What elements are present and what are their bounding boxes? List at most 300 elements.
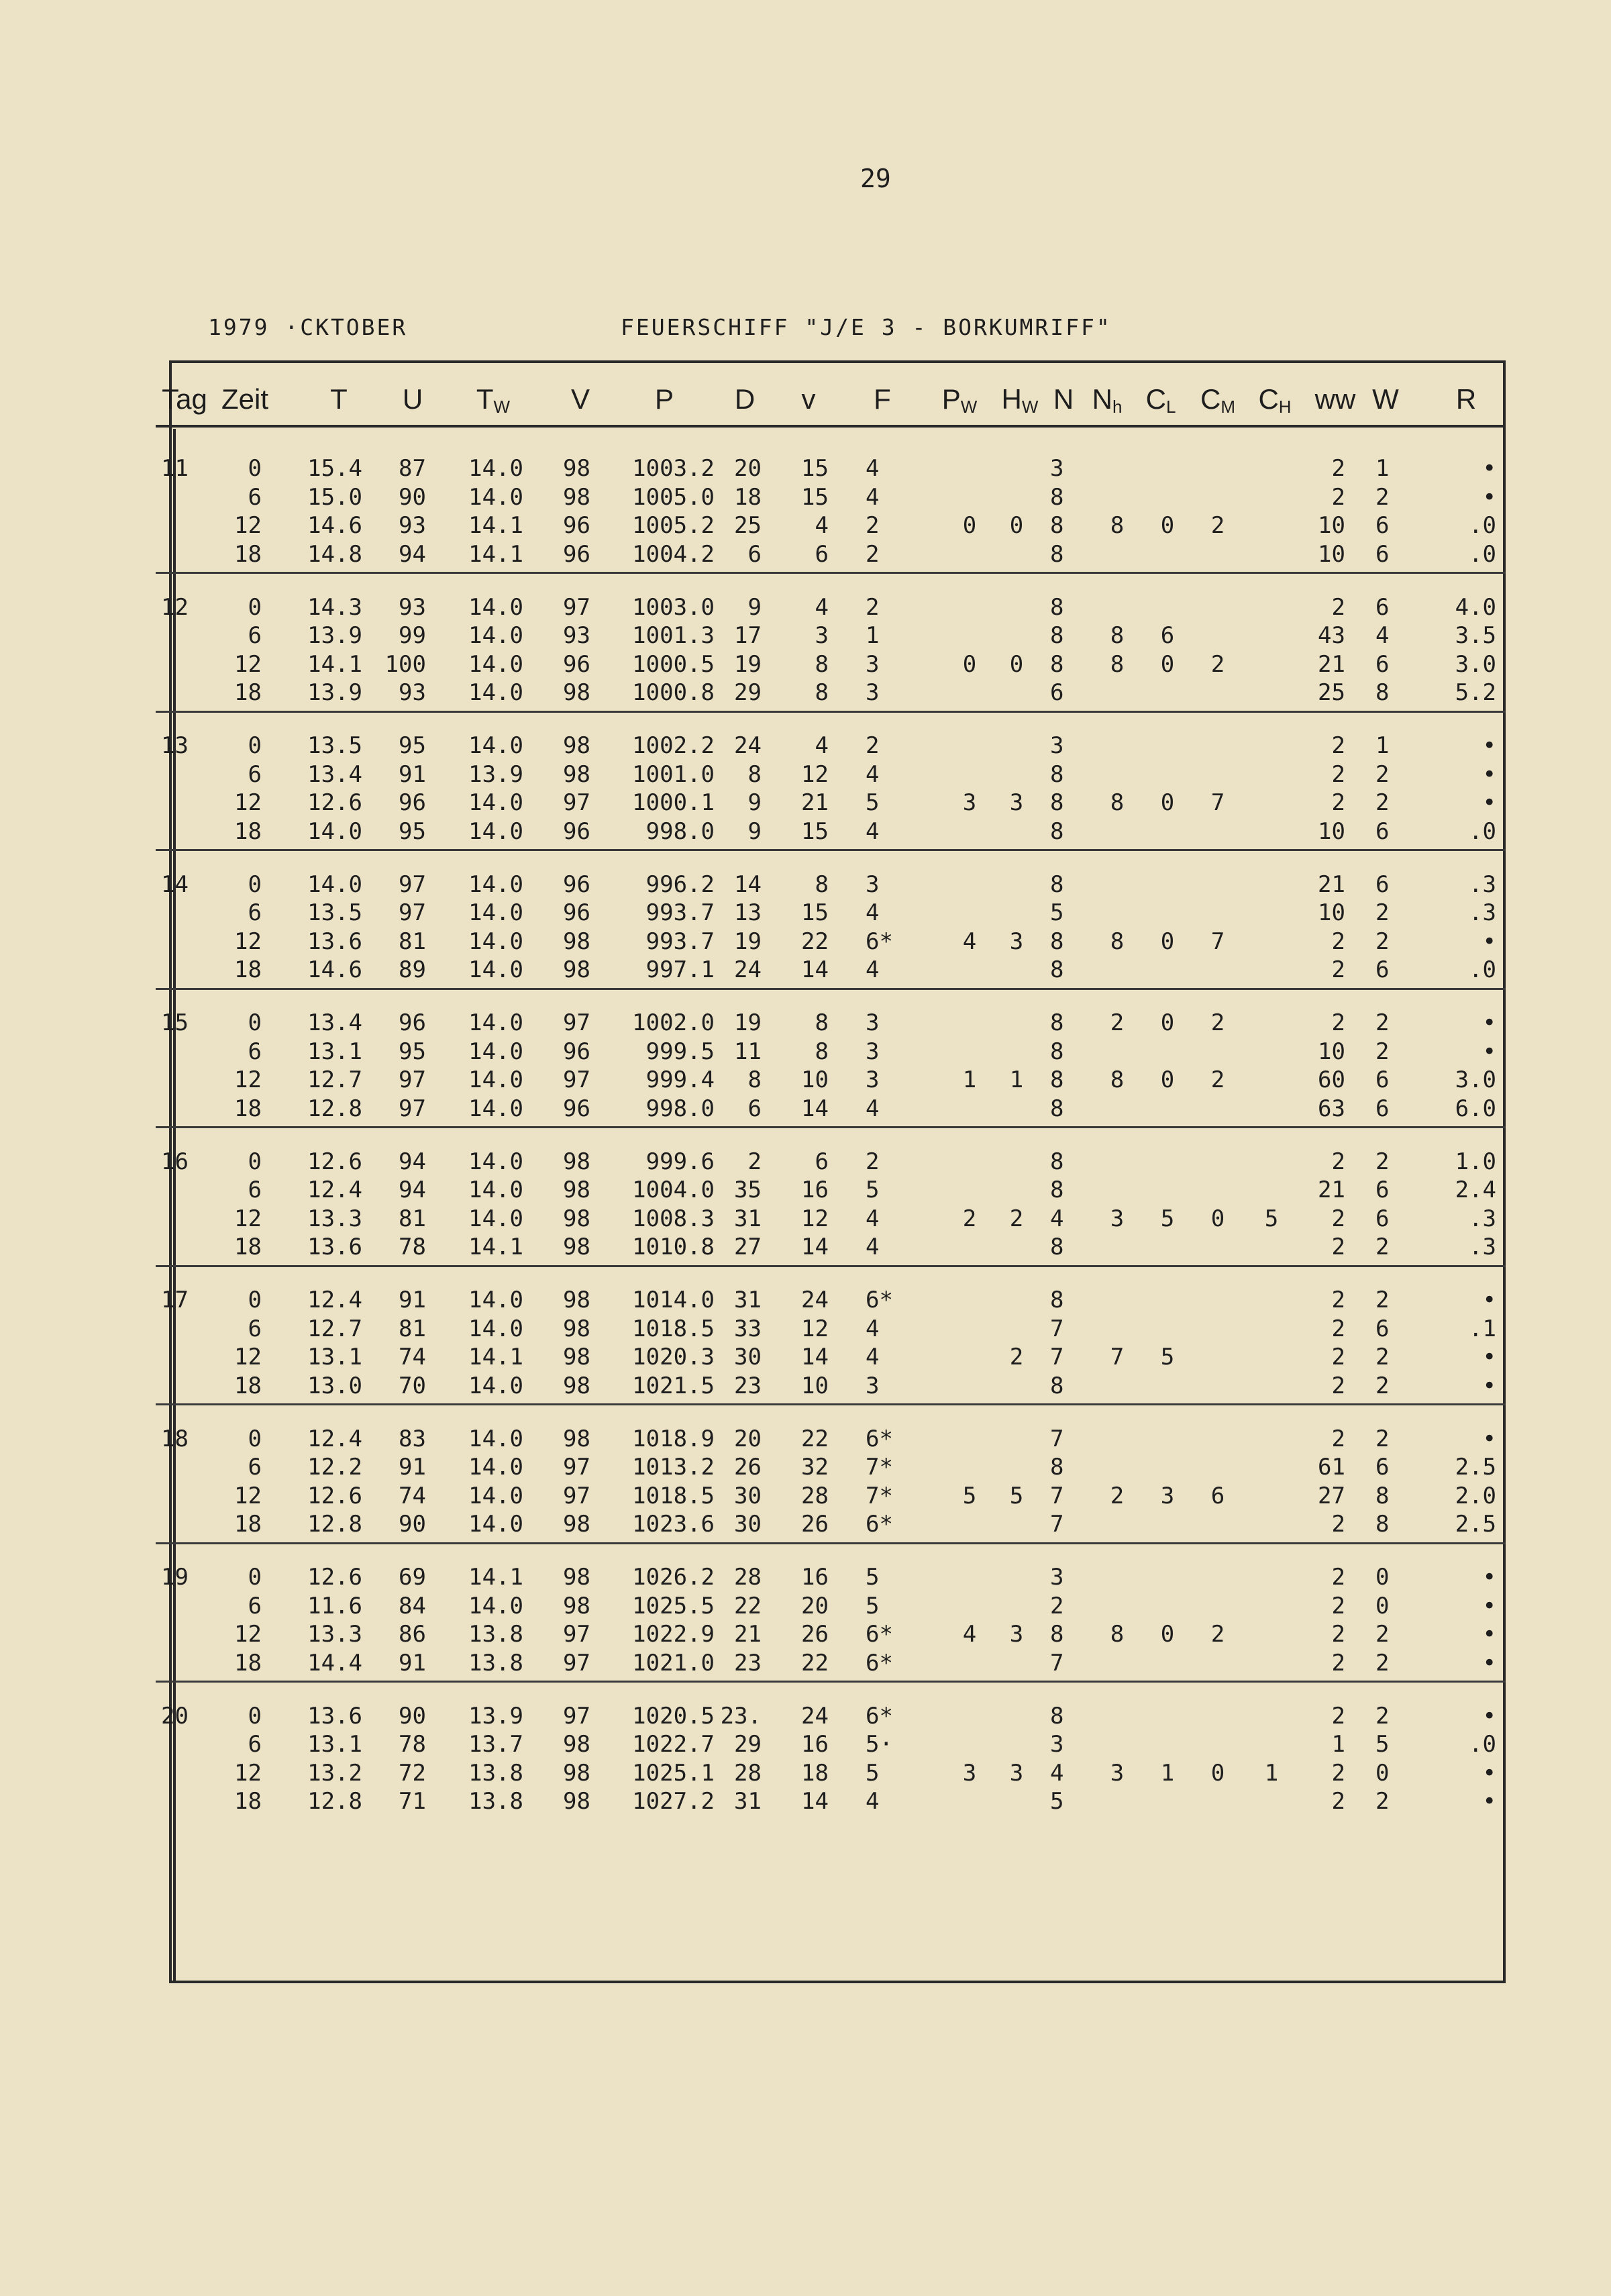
cell-v: 98: [563, 1205, 590, 1232]
cell-t: 13.1: [307, 1731, 362, 1758]
cell-t: 13.3: [307, 1621, 362, 1648]
cell-f: 6*: [866, 1702, 893, 1730]
cell-w: 2: [1375, 1234, 1390, 1260]
cell-p: 1027.2: [632, 1788, 715, 1815]
cell-ww: 2: [1331, 1148, 1345, 1175]
cell-f: 3: [866, 1038, 880, 1065]
cell-nh: 8: [1110, 1621, 1125, 1648]
block-separator: [156, 1681, 1506, 1683]
cell-u: 83: [399, 1425, 426, 1452]
cell-d: 29: [734, 679, 762, 706]
cell-u: 94: [399, 540, 426, 568]
cell-t: 12.4: [307, 1287, 362, 1313]
cell-n: 8: [1050, 1038, 1064, 1065]
cell-v: 15: [801, 455, 829, 482]
cell-n: 8: [1050, 1702, 1064, 1730]
cell-w: 2: [1375, 789, 1390, 816]
day-label: 19: [161, 1564, 189, 1591]
cell-d: 29: [734, 1731, 762, 1758]
cell-t: 12.2: [307, 1454, 362, 1481]
cell-v: 96: [563, 817, 590, 845]
cell-v: 97: [563, 1482, 590, 1509]
cell-n: 8: [1050, 1177, 1064, 1203]
cell-v: 16: [801, 1177, 829, 1203]
page-number: 29: [860, 164, 891, 193]
day-label: 16: [161, 1148, 189, 1175]
cell-zeit: 12: [234, 512, 262, 539]
cell-p: 1004.0: [632, 1177, 715, 1203]
cell-t: 14.0: [307, 870, 362, 898]
cell-p: 1010.8: [632, 1234, 715, 1260]
day-label: 14: [161, 870, 189, 898]
cell-ww: 2: [1331, 1009, 1345, 1036]
cell-d: 19: [734, 1009, 762, 1036]
cell-t: 11.6: [307, 1592, 362, 1619]
cell-u: 91: [399, 1454, 426, 1481]
cell-u: 93: [399, 512, 426, 539]
cell-u: 97: [399, 870, 426, 898]
cell-v: 96: [563, 1095, 590, 1122]
cell-cl: 3: [1160, 1482, 1175, 1509]
cell-v: 97: [563, 1009, 590, 1036]
cell-zeit: 18: [234, 1372, 262, 1399]
cell-w: 6: [1375, 1205, 1390, 1232]
cell-r: .0: [1469, 1731, 1496, 1758]
cell-r: 5.2: [1455, 679, 1496, 706]
cell-r: .0: [1469, 540, 1496, 568]
cell-ww: 2: [1331, 732, 1345, 759]
day-label: 17: [161, 1287, 189, 1313]
cell-w: 2: [1375, 1649, 1390, 1677]
cell-v: 10: [801, 1372, 829, 1399]
cell-p: 1018.5: [632, 1482, 715, 1509]
cell-p: 996.2: [645, 870, 715, 898]
cell-cl: 0: [1160, 1009, 1175, 1036]
cell-tw: 14.0: [468, 1372, 523, 1399]
cell-d: 9: [747, 789, 762, 816]
cell-tw: 13.8: [468, 1649, 523, 1677]
cell-p: 1000.1: [632, 789, 715, 816]
table-inner-left-rule: [173, 429, 176, 1982]
cell-tw: 14.0: [468, 1148, 523, 1175]
day-label: 15: [161, 1009, 189, 1036]
cell-f: 4: [866, 1205, 880, 1232]
cell-p: 1021.5: [632, 1372, 715, 1399]
cell-w: 2: [1375, 1702, 1390, 1730]
cell-f: 6*: [866, 1511, 893, 1538]
cell-ww: 2: [1331, 789, 1345, 816]
cell-f: 3: [866, 679, 880, 706]
cell-r: •: [1482, 1344, 1496, 1370]
cell-nh: 8: [1110, 1066, 1125, 1093]
cell-zeit: 18: [234, 817, 262, 845]
cell-v: 8: [815, 1038, 829, 1065]
cell-tw: 14.0: [468, 732, 523, 759]
cell-ww: 2: [1331, 1425, 1345, 1452]
cell-d: 30: [734, 1511, 762, 1538]
cell-hw: 3: [1009, 789, 1024, 816]
cell-zeit: 6: [248, 1592, 262, 1619]
cell-tw: 14.0: [468, 1454, 523, 1481]
cell-u: 86: [399, 1621, 426, 1648]
cell-zeit: 12: [234, 789, 262, 816]
cell-ww: 10: [1318, 899, 1345, 926]
cell-zeit: 0: [248, 1287, 262, 1313]
cell-f: 6*: [866, 928, 893, 955]
cell-tw: 14.0: [468, 622, 523, 649]
cell-zeit: 6: [248, 622, 262, 649]
cell-tw: 13.7: [468, 1731, 523, 1758]
cell-f: 5: [866, 1564, 880, 1591]
cell-tw: 14.1: [468, 1234, 523, 1260]
cell-n: 8: [1050, 540, 1064, 568]
cell-v: 98: [563, 1344, 590, 1370]
cell-zeit: 0: [248, 593, 262, 621]
cell-n: 8: [1050, 1454, 1064, 1481]
cell-f: 2: [866, 593, 880, 621]
cell-v: 21: [801, 789, 829, 816]
cell-v: 97: [563, 593, 590, 621]
cell-v: 14: [801, 1095, 829, 1122]
cell-n: 8: [1050, 1066, 1064, 1093]
cell-t: 12.6: [307, 1482, 362, 1509]
cell-w: 2: [1375, 1425, 1390, 1452]
cell-tw: 14.0: [468, 1038, 523, 1065]
cell-p: 1023.6: [632, 1511, 715, 1538]
cell-nh: 8: [1110, 622, 1125, 649]
cell-cm: 2: [1210, 512, 1225, 539]
cell-t: 14.6: [307, 956, 362, 983]
cell-tw: 14.0: [468, 870, 523, 898]
cell-d: 25: [734, 512, 762, 539]
cell-hw: 2: [1009, 1344, 1024, 1370]
cell-zeit: 0: [248, 1702, 262, 1730]
cell-w: 6: [1375, 650, 1390, 678]
cell-d: 23: [734, 1372, 762, 1399]
cell-tw: 14.1: [468, 512, 523, 539]
cell-r: 3.5: [1455, 622, 1496, 649]
cell-v: 12: [801, 1315, 829, 1342]
cell-f: 7*: [866, 1454, 893, 1481]
cell-ww: 10: [1318, 540, 1345, 568]
cell-zeit: 6: [248, 1315, 262, 1342]
cell-w: 6: [1375, 956, 1390, 983]
cell-zeit: 18: [234, 1234, 262, 1260]
cell-v: 98: [563, 760, 590, 788]
cell-tw: 13.8: [468, 1759, 523, 1787]
cell-u: 91: [399, 760, 426, 788]
cell-d: 24: [734, 732, 762, 759]
cell-p: 1020.5: [632, 1702, 715, 1730]
cell-u: 100: [384, 650, 426, 678]
cell-nh: 2: [1110, 1482, 1125, 1509]
cell-d: 27: [734, 1234, 762, 1260]
cell-n: 8: [1050, 512, 1064, 539]
day-label: 13: [161, 732, 189, 759]
cell-w: 0: [1375, 1759, 1390, 1787]
cell-d: 31: [734, 1788, 762, 1815]
column-header-t: T: [330, 383, 348, 415]
cell-tw: 14.0: [468, 1095, 523, 1122]
column-header-zeit: Zeit: [221, 383, 268, 415]
cell-t: 13.6: [307, 1234, 362, 1260]
cell-hw: 2: [1009, 1205, 1024, 1232]
cell-t: 13.5: [307, 899, 362, 926]
cell-f: 4: [866, 455, 880, 482]
cell-w: 6: [1375, 593, 1390, 621]
cell-v: 20: [801, 1592, 829, 1619]
cell-v: 26: [801, 1621, 829, 1648]
cell-f: 4: [866, 1095, 880, 1122]
cell-t: 14.8: [307, 540, 362, 568]
cell-t: 15.4: [307, 455, 362, 482]
cell-v: 15: [801, 899, 829, 926]
cell-d: 28: [734, 1759, 762, 1787]
cell-v: 98: [563, 1592, 590, 1619]
cell-u: 74: [399, 1482, 426, 1509]
cell-w: 2: [1375, 899, 1390, 926]
cell-t: 12.8: [307, 1511, 362, 1538]
cell-r: 6.0: [1455, 1095, 1496, 1122]
cell-n: 4: [1050, 1759, 1064, 1787]
cell-ww: 27: [1318, 1482, 1345, 1509]
cell-tw: 14.0: [468, 789, 523, 816]
cell-d: 9: [747, 817, 762, 845]
cell-u: 95: [399, 1038, 426, 1065]
cell-p: 998.0: [645, 1095, 715, 1122]
cell-zeit: 0: [248, 1564, 262, 1591]
cell-cl: 6: [1160, 622, 1175, 649]
cell-n: 8: [1050, 483, 1064, 511]
cell-d: 8: [747, 1066, 762, 1093]
cell-d: 11: [734, 1038, 762, 1065]
cell-f: 4: [866, 899, 880, 926]
cell-hw: 3: [1009, 1759, 1024, 1787]
cell-v: 96: [563, 650, 590, 678]
cell-tw: 14.0: [468, 1066, 523, 1093]
cell-tw: 14.0: [468, 1315, 523, 1342]
cell-zeit: 18: [234, 956, 262, 983]
cell-t: 12.6: [307, 1148, 362, 1175]
cell-r: •: [1482, 760, 1496, 788]
cell-r: 4.0: [1455, 593, 1496, 621]
cell-n: 3: [1050, 1564, 1064, 1591]
cell-v: 96: [563, 512, 590, 539]
cell-ww: 2: [1331, 1788, 1345, 1815]
column-header-v: v: [801, 383, 816, 415]
cell-t: 14.0: [307, 817, 362, 845]
cell-tw: 14.0: [468, 593, 523, 621]
column-header-cl: $C_L$: [1145, 383, 1176, 417]
cell-d: 19: [734, 650, 762, 678]
cell-d: 20: [734, 455, 762, 482]
cell-n: 8: [1050, 1095, 1064, 1122]
day-label: 11: [161, 455, 189, 482]
block-separator: [156, 572, 1506, 574]
cell-r: •: [1482, 928, 1496, 955]
cell-v: 98: [563, 1372, 590, 1399]
cell-r: •: [1482, 1649, 1496, 1677]
cell-tw: 14.1: [468, 1344, 523, 1370]
cell-v: 97: [563, 1066, 590, 1093]
cell-cl: 0: [1160, 512, 1175, 539]
cell-w: 2: [1375, 1372, 1390, 1399]
cell-hw: 0: [1009, 512, 1024, 539]
cell-v: 98: [563, 1788, 590, 1815]
cell-d: 23.: [720, 1702, 762, 1730]
cell-v: 98: [563, 679, 590, 706]
cell-p: 1022.7: [632, 1731, 715, 1758]
column-header-ch: $C_H$: [1258, 383, 1292, 417]
cell-d: 2: [747, 1148, 762, 1175]
cell-w: 2: [1375, 1148, 1390, 1175]
cell-cl: 0: [1160, 1066, 1175, 1093]
cell-v: 28: [801, 1482, 829, 1509]
cell-tw: 14.0: [468, 483, 523, 511]
cell-tw: 14.0: [468, 1287, 523, 1313]
cell-w: 8: [1375, 679, 1390, 706]
cell-r: 3.0: [1455, 650, 1496, 678]
cell-w: 6: [1375, 817, 1390, 845]
header-title: FEUERSCHIFF "J/E 3 - BORKUMRIFF": [621, 314, 1112, 340]
cell-d: 28: [734, 1564, 762, 1591]
cell-d: 14: [734, 870, 762, 898]
cell-f: 6*: [866, 1287, 893, 1313]
cell-t: 13.1: [307, 1344, 362, 1370]
day-label: 12: [161, 593, 189, 621]
cell-f: 4: [866, 760, 880, 788]
cell-ww: 2: [1331, 1372, 1345, 1399]
cell-hw: 3: [1009, 928, 1024, 955]
column-header-hw: $H_W$: [1001, 383, 1039, 417]
cell-zeit: 12: [234, 1482, 262, 1509]
cell-v: 8: [815, 870, 829, 898]
cell-v: 98: [563, 928, 590, 955]
cell-u: 91: [399, 1649, 426, 1677]
cell-ww: 2: [1331, 483, 1345, 511]
cell-zeit: 0: [248, 455, 262, 482]
cell-v: 98: [563, 1511, 590, 1538]
cell-nh: 8: [1110, 789, 1125, 816]
cell-p: 998.0: [645, 817, 715, 845]
cell-d: 9: [747, 593, 762, 621]
cell-cm: 2: [1210, 650, 1225, 678]
cell-v: 97: [563, 1649, 590, 1677]
cell-f: 4: [866, 1315, 880, 1342]
cell-n: 8: [1050, 622, 1064, 649]
cell-d: 31: [734, 1287, 762, 1313]
cell-tw: 14.0: [468, 817, 523, 845]
column-header-nh: $N_h$: [1092, 383, 1123, 417]
cell-r: •: [1482, 1702, 1496, 1730]
cell-cm: 0: [1210, 1759, 1225, 1787]
cell-d: 35: [734, 1177, 762, 1203]
cell-tw: 14.0: [468, 455, 523, 482]
cell-r: •: [1482, 1425, 1496, 1452]
cell-p: 1005.2: [632, 512, 715, 539]
cell-ww: 2: [1331, 1564, 1345, 1591]
cell-tw: 14.1: [468, 540, 523, 568]
cell-cm: 2: [1210, 1066, 1225, 1093]
cell-w: 6: [1375, 512, 1390, 539]
header-year-month: 1979 ·CKTOBER: [208, 314, 408, 340]
cell-pw: 0: [962, 512, 977, 539]
cell-f: 5·: [866, 1731, 893, 1758]
cell-v: 15: [801, 817, 829, 845]
cell-t: 12.4: [307, 1425, 362, 1452]
cell-u: 81: [399, 1315, 426, 1342]
cell-nh: 7: [1110, 1344, 1125, 1370]
cell-u: 70: [399, 1372, 426, 1399]
cell-tw: 14.1: [468, 1564, 523, 1591]
cell-nh: 8: [1110, 512, 1125, 539]
cell-cl: 0: [1160, 650, 1175, 678]
cell-ww: 63: [1318, 1095, 1345, 1122]
cell-w: 4: [1375, 622, 1390, 649]
cell-zeit: 18: [234, 679, 262, 706]
cell-t: 12.7: [307, 1315, 362, 1342]
cell-f: 2: [866, 1148, 880, 1175]
cell-f: 6*: [866, 1425, 893, 1452]
cell-ww: 2: [1331, 1205, 1345, 1232]
cell-w: 0: [1375, 1592, 1390, 1619]
cell-v: 97: [563, 789, 590, 816]
cell-n: 3: [1050, 455, 1064, 482]
cell-f: 4: [866, 1234, 880, 1260]
cell-d: 31: [734, 1205, 762, 1232]
cell-r: •: [1482, 483, 1496, 511]
cell-u: 93: [399, 679, 426, 706]
cell-cl: 5: [1160, 1344, 1175, 1370]
cell-zeit: 6: [248, 899, 262, 926]
cell-v: 26: [801, 1511, 829, 1538]
cell-v: 14: [801, 1234, 829, 1260]
cell-tw: 13.8: [468, 1621, 523, 1648]
cell-tw: 14.0: [468, 899, 523, 926]
cell-v: 4: [815, 593, 829, 621]
cell-w: 0: [1375, 1564, 1390, 1591]
cell-f: 4: [866, 956, 880, 983]
cell-tw: 14.0: [468, 1009, 523, 1036]
cell-zeit: 18: [234, 1649, 262, 1677]
cell-p: 999.5: [645, 1038, 715, 1065]
cell-ww: 60: [1318, 1066, 1345, 1093]
cell-t: 13.2: [307, 1759, 362, 1787]
cell-v: 22: [801, 1649, 829, 1677]
cell-nh: 8: [1110, 928, 1125, 955]
cell-w: 6: [1375, 1066, 1390, 1093]
cell-t: 14.4: [307, 1649, 362, 1677]
cell-f: 2: [866, 732, 880, 759]
cell-t: 12.6: [307, 1564, 362, 1591]
cell-tw: 14.0: [468, 1205, 523, 1232]
cell-d: 30: [734, 1344, 762, 1370]
cell-pw: 1: [962, 1066, 977, 1093]
cell-cl: 5: [1160, 1205, 1175, 1232]
cell-n: 7: [1050, 1315, 1064, 1342]
cell-u: 78: [399, 1234, 426, 1260]
cell-p: 1002.0: [632, 1009, 715, 1036]
block-separator: [156, 1542, 1506, 1544]
cell-v: 98: [563, 483, 590, 511]
cell-w: 2: [1375, 1009, 1390, 1036]
cell-f: 4: [866, 1788, 880, 1815]
cell-f: 2: [866, 512, 880, 539]
cell-d: 23: [734, 1649, 762, 1677]
cell-p: 1005.0: [632, 483, 715, 511]
cell-f: 3: [866, 1009, 880, 1036]
cell-d: 20: [734, 1425, 762, 1452]
